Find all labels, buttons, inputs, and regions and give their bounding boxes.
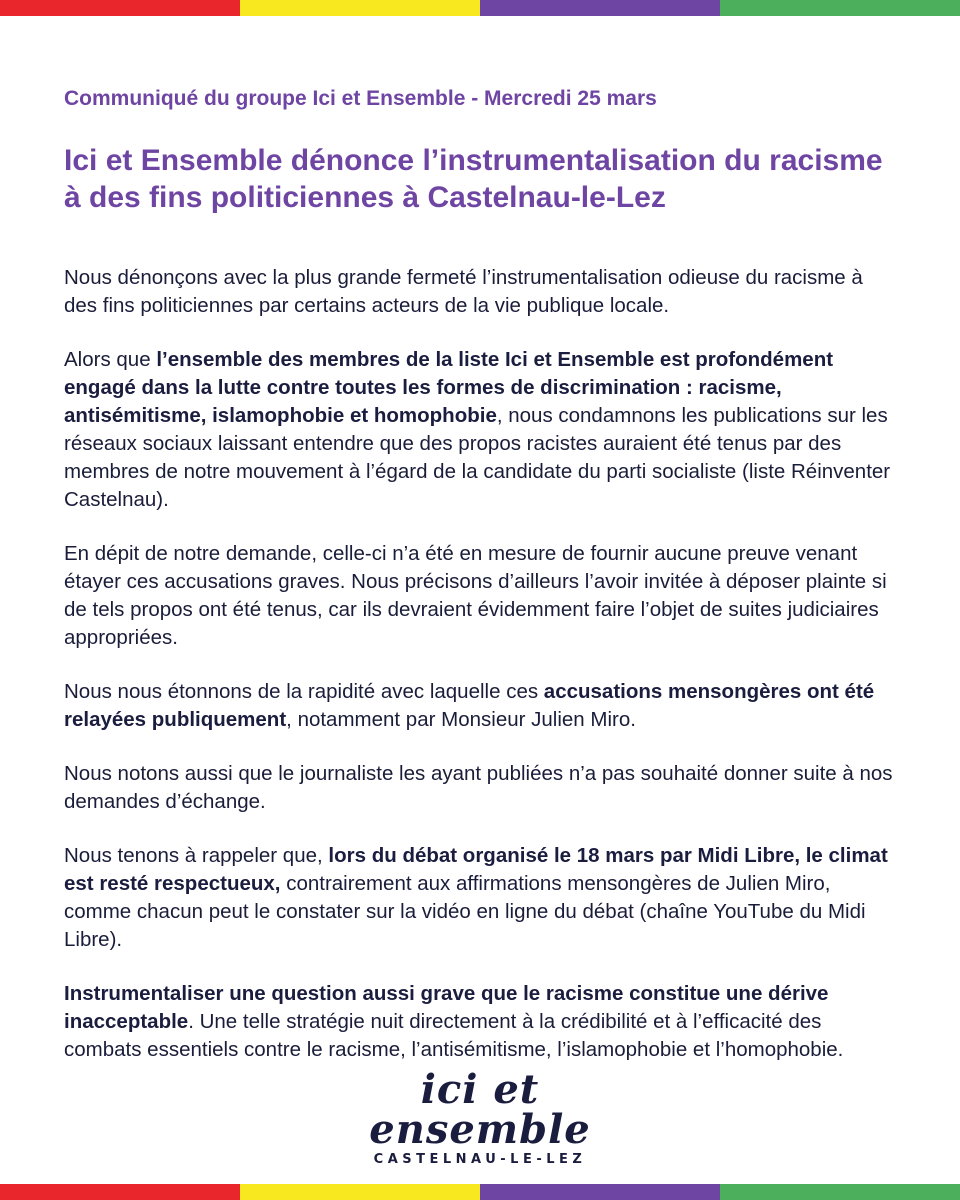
stripe-red: [0, 1184, 240, 1200]
release-headline: Ici et Ensemble dénonce l’instrumentalisation du racisme à des fins politiciennes à Castelnau-le-Lez: [64, 144, 883, 214]
logo-wordmark: ici et ensemble: [369, 1066, 591, 1153]
stripe-yellow: [240, 1184, 480, 1200]
paragraph-2-text-end: , nous condamnons les publications sur les réseaux sociaux laissant entendre que des propos racistes auraient été tenus par des membres de notre mouvement à l’égard de la candidate du parti socialiste (liste Réinventer Castelnau).: [64, 404, 891, 511]
paragraph-6-text-end: contrairement aux affirmations mensongères de Julien Miro, comme chacun peut le constater sur la vidéo en ligne du débat (chaîne YouTube du Midi Libre).: [64, 872, 866, 951]
paragraph-4: [64, 678, 899, 734]
paragraph-4-text: Nous nous étonnons de la rapidité avec laquelle ces: [64, 680, 544, 703]
logo-location: CASTELNAU-LE-LEZ: [373, 1152, 587, 1167]
stripe-green: [720, 1184, 960, 1200]
paragraph-5: Nous notons aussi que le journaliste les ayant publiées n’a pas souhaité donner suite à nos demandes d’échange.: [64, 762, 893, 813]
stripe-purple: [480, 1184, 720, 1200]
paragraph-1: Nous dénonçons avec la plus grande fermeté l’instrumentalisation odieuse du racisme à des fins politiciennes par certains acteurs de la vie publique locale.: [64, 266, 863, 317]
paragraph-2-bold: l’ensemble des membres de la liste Ici et Ensemble est profondément engagé dans la lutte contre toutes les formes de discrimination : racisme, antisémitisme, islamophobie et homophobie: [64, 348, 834, 427]
stripe-green: [720, 0, 960, 16]
paragraph-7-text-end: . Une telle stratégie nuit directement à la crédibilité et à l’efficacité des combats essentiels contre le racisme, l’antisémitisme, l’islamophobie et l’homophobie.: [64, 1010, 844, 1061]
top-color-stripe: [0, 0, 960, 16]
stripe-yellow: [240, 0, 480, 16]
paragraph-7-bold: Instrumentaliser une question aussi grave que le racisme constitue une dérive inacceptable: [64, 982, 829, 1033]
paragraph-4-text-end: , notamment par Monsieur Julien Miro.: [286, 708, 636, 731]
release-body: [64, 264, 899, 1064]
press-release: [64, 84, 899, 1090]
ici-et-ensemble-logo: [340, 1066, 620, 1167]
paragraph-2: [64, 346, 899, 514]
paragraph-2-text: Alors que: [64, 348, 157, 371]
bottom-color-stripe: [0, 1184, 960, 1200]
paragraph-4-bold: accusations mensongères ont été relayées publiquement: [64, 680, 875, 731]
stripe-red: [0, 0, 240, 16]
paragraph-6-bold: lors du débat organisé le 18 mars par Midi Libre, le climat est resté respectueux,: [64, 844, 888, 895]
stripe-purple: [480, 0, 720, 16]
paragraph-3: En dépit de notre demande, celle-ci n’a été en mesure de fournir aucune preuve venant étayer ces accusations graves. Nous précisons d’ailleurs l’avoir invitée à déposer plainte si de tels propos ont été tenus, car ils devraient évidemment faire l’objet de suites judiciaires appropriées.: [64, 542, 887, 649]
paragraph-6-text: Nous tenons à rappeler que,: [64, 844, 329, 867]
paragraph-6: [64, 842, 899, 954]
release-subtitle: Communiqué du groupe Ici et Ensemble - Mercredi 25 mars: [64, 87, 657, 110]
paragraph-7: [64, 980, 899, 1064]
